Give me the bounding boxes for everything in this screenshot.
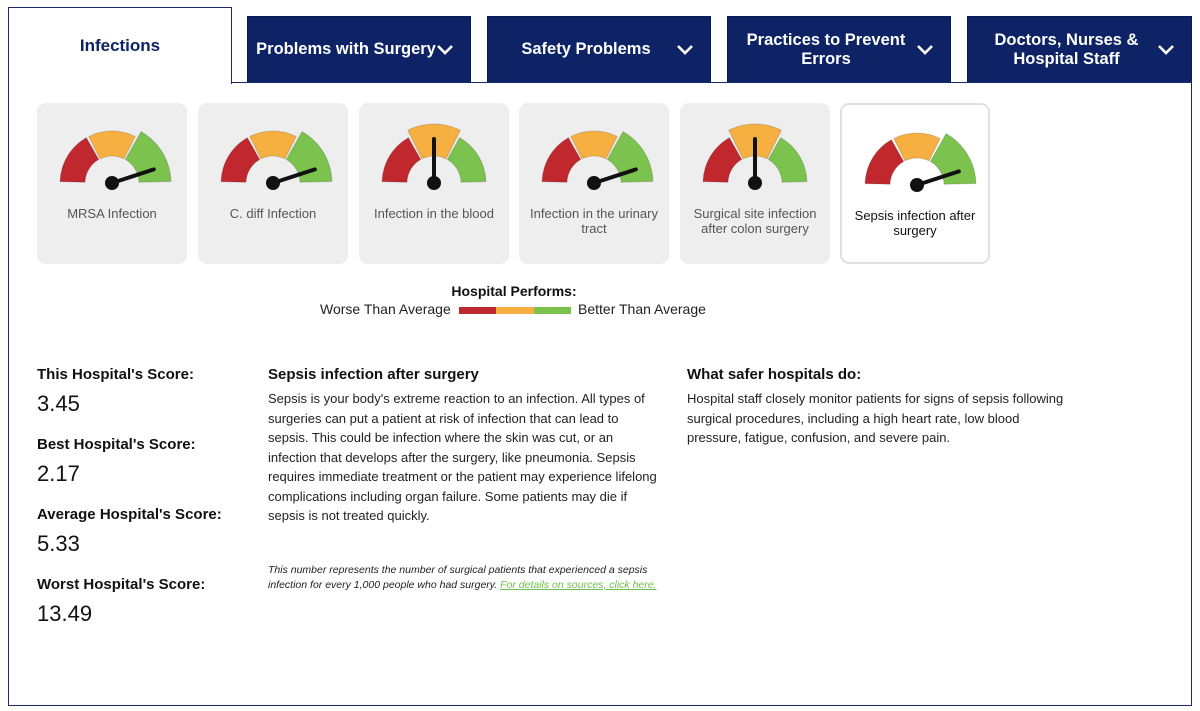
legend-better-label: Better Than Average (578, 301, 706, 317)
average-score-label: Average Hospital's Score: (37, 506, 222, 523)
footnote (268, 563, 658, 592)
gauge-hub (427, 176, 441, 190)
best-score-value: 2.17 (37, 461, 80, 486)
gauge-hub (748, 176, 762, 190)
gauge-hub (587, 176, 601, 190)
gauge-icon (693, 113, 817, 201)
this-score-label: This Hospital's Score: (37, 366, 194, 383)
gauge-card-sepsis[interactable] (840, 103, 990, 264)
gauge-card-surgical-site[interactable] (680, 103, 830, 264)
this-score-value: 3.45 (37, 391, 80, 416)
gauge-label: Infection in the urinary tract (530, 206, 658, 236)
description-body: Sepsis is your body's extreme reaction to an infection. All types of surgeries can put a patient at risk of infection that can lead to sepsis. This could be infection where the skin was cut, or an infection that develops after the surgery, like pneumonia. Sepsis requires immediate treatment or the patient may experience lifelong complications including organ failure. Some patients may die if sepsis is not treated quickly. (268, 391, 657, 523)
legend-worse-label: Worse Than Average (320, 301, 451, 317)
sources-link[interactable]: For details on sources, click here. (500, 578, 657, 591)
worst-score-value: 13.49 (37, 601, 93, 626)
gauge-label: Surgical site infection after colon surgery (693, 206, 817, 236)
gauge-label: C. diff Infection (229, 206, 317, 221)
tab-label: Doctors, Nurses & Hospital Staff (994, 30, 1139, 68)
tab-label: Problems with Surgery (256, 40, 436, 58)
gauge-icon (50, 113, 174, 201)
worst-score-label: Worst Hospital's Score: (37, 576, 206, 593)
chevron-down-icon (436, 43, 454, 57)
tab-doctors-nurses-staff[interactable] (967, 16, 1192, 83)
tab-label: Infections (79, 36, 161, 55)
gauge-hub (266, 176, 280, 190)
gauge-hub (105, 176, 119, 190)
legend-red-segment (459, 307, 496, 314)
legend-color-bar (459, 307, 571, 314)
tab-practices-to-prevent-errors[interactable] (727, 16, 951, 83)
gauge-card-blood-infection[interactable] (359, 103, 509, 264)
gauge-card-urinary-tract[interactable] (519, 103, 669, 264)
gauge-label: MRSA Infection (67, 206, 157, 221)
average-score-value: 5.33 (37, 531, 80, 556)
gauge-label: Sepsis infection after surgery (854, 208, 976, 238)
tab-safety-problems[interactable] (487, 16, 711, 83)
chevron-down-icon (916, 43, 934, 57)
tab-label: Safety Problems (521, 40, 651, 58)
legend-title: Hospital Performs: (451, 283, 577, 299)
gauge-label: Infection in the blood (374, 206, 494, 221)
gauge-icon (372, 113, 496, 201)
legend-yellow-segment (496, 307, 533, 314)
gauge-icon (855, 115, 979, 203)
gauge-card-mrsa[interactable] (37, 103, 187, 264)
gauge-icon (211, 113, 335, 201)
best-score-label: Best Hospital's Score: (37, 436, 196, 453)
footnote-text: This number represents the number of surgical patients that experienced a sepsis infection for every 1,000 people who had surgery. (268, 564, 648, 591)
gauge-hub (910, 178, 924, 192)
description-title: Sepsis infection after surgery (268, 366, 479, 383)
tab-infections[interactable] (8, 7, 232, 84)
gauge-icon (532, 113, 656, 201)
tab-label: Practices to Prevent Errors (746, 30, 906, 68)
safer-title: What safer hospitals do: (687, 366, 862, 383)
chevron-down-icon (1157, 43, 1175, 57)
tab-problems-with-surgery[interactable] (247, 16, 471, 83)
safer-body: Hospital staff closely monitor patients for signs of sepsis following surgical procedures, including a high heart rate, low blood pressure, fatigue, confusion, and severe pain. (687, 391, 1064, 445)
chevron-down-icon (676, 43, 694, 57)
legend-green-segment (534, 307, 571, 314)
gauge-card-c-diff[interactable] (198, 103, 348, 264)
